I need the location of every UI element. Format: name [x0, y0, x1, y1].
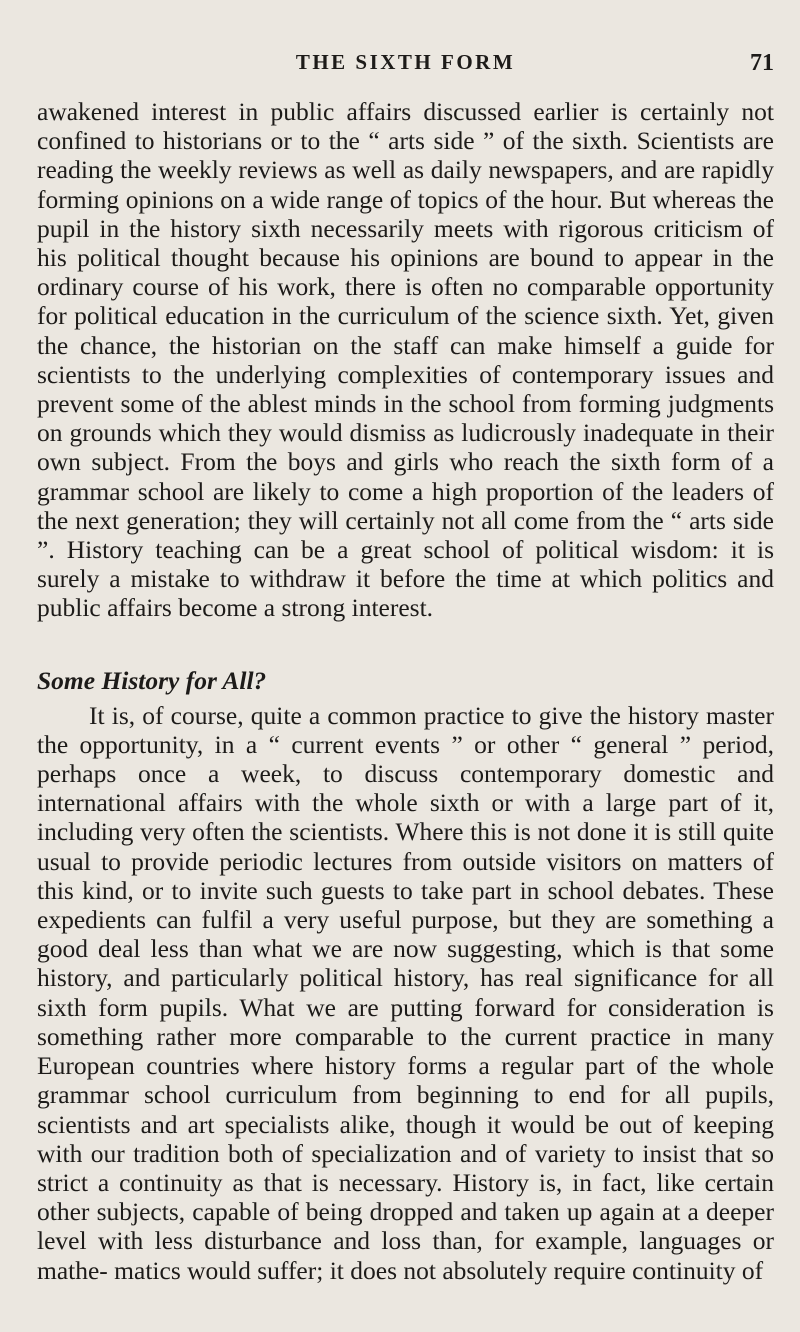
paragraph-some-history-for-all: It is, of course, quite a common practice to give the history master the opportunity, in a “ current events ” or other “ general ” period, perhaps once a week, to discuss contemporary domestic and international affairs with the whole sixth or with a large part of it, including very often the scientists. Where this is not done it is still quite usual to provide periodic lectures from outside visitors on matters of this kind, or to invite such guests to take part in school debates. These expedients can fulfil a very useful purpose, but they are something a good deal less than what we are now suggesting, which is that some history, and particularly political history, has real significance for all sixth form pupils. What we are putting forward for consideration is something rather more comparable to the current practice in many European countries where history forms a regular part of the whole grammar school curriculum from beginning to end for all pupils, scientists and art specialists alike, though it would be out of keeping with our tradition both of specialization and of variety to insist that so strict a continuity as that is necessary. History is, in fact, like certain other subjects, capable of being dropped and taken up again at a deeper level with less disturbance and loss than, for example, languages or mathe- matics would suffer; it does not absolutely require continuity of: [37, 700, 774, 1285]
paragraph-continued: awakened interest in public affairs discussed earlier is certainly not confined to historians or to the “ arts side ” of the sixth. Scientists are reading the weekly reviews as well as daily newspapers, and are rapidly forming opinions on a wide range of topics of the hour. But whereas the pupil in the history sixth necessarily meets with rigorous criticism of his political thought because his opinions are bound to appear in the ordinary course of his work, there is often no comparable opportunity for political education in the curriculum of the science sixth. Yet, given the chance, the historian on the staff can make himself a guide for scientists to the underlying complexities of contemporary issues and prevent some of the ablest minds in the school from forming judgments on grounds which they would dismiss as ludicrously inadequate in their own subject. From the boys and girls who reach the sixth form of a grammar school are likely to come a high proportion of the leaders of the next generation; they will certainly not all come from the “ arts side ”. History teaching can be a great school of political wisdom: it is surely a mistake to withdraw it before the time at which politics and public affairs become a strong interest.: [37, 97, 774, 623]
page-number: 71: [750, 50, 774, 76]
section-heading: Some History for All?: [37, 665, 267, 695]
running-title: THE SIXTH FORM: [295, 50, 516, 74]
body-text: [37, 97, 774, 1285]
running-head: [37, 50, 774, 80]
